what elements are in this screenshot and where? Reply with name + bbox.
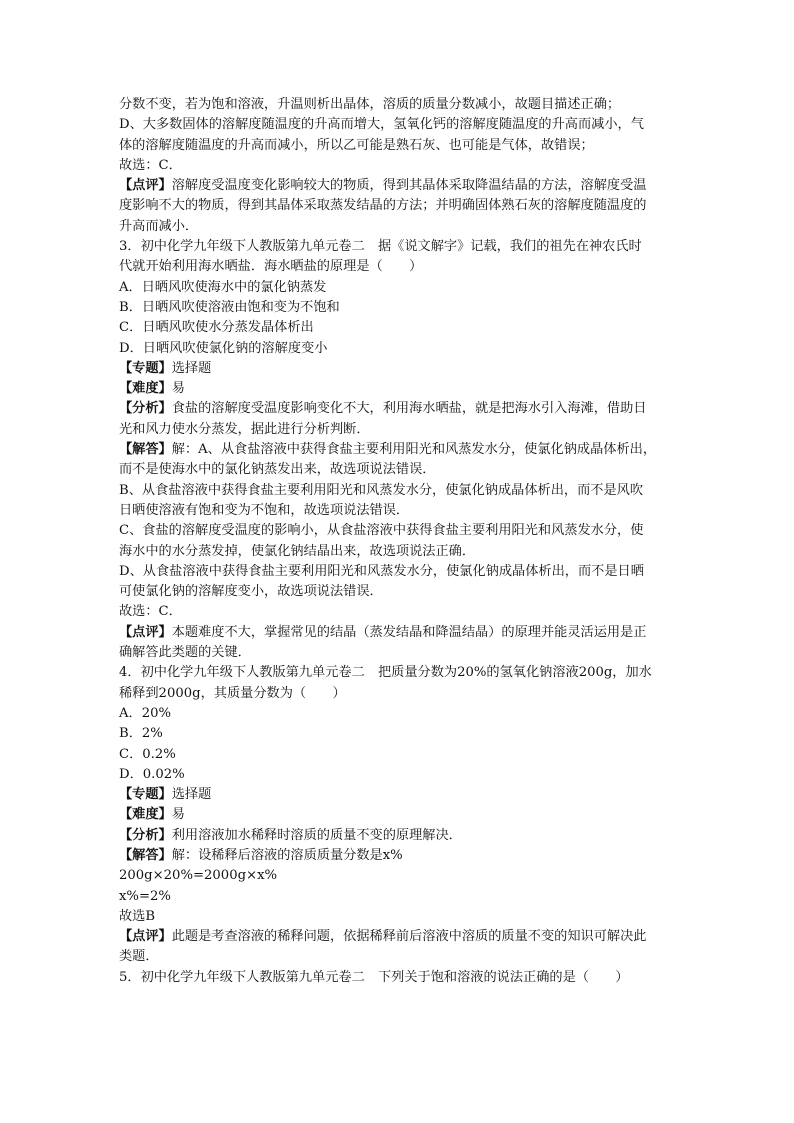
line-text: 稀释到2000g，其质量分数为（ ） (119, 685, 346, 701)
text-line (119, 359, 689, 379)
text-line (119, 460, 689, 480)
text-line (119, 501, 689, 521)
text-line (119, 866, 689, 886)
text-line (119, 582, 689, 602)
line-text: 海水中的水分蒸发掉，使氯化钠结晶出来，故选项说法正确． (119, 543, 476, 559)
line-text: 故选：C． (119, 157, 182, 173)
text-line (119, 947, 689, 967)
section-tag: 【解答】 (119, 442, 172, 458)
line-text: 解：设稀释后溶液的溶质质量分数是x% (171, 847, 403, 863)
line-text: A．20% (119, 705, 172, 721)
text-line (119, 542, 689, 562)
line-text: 易 (171, 807, 185, 823)
line-text: 光和风力使水分蒸发，据此进行分析判断． (119, 421, 370, 437)
line-text: 可使氯化钠的溶解度变小，故选项说法错误． (119, 584, 383, 600)
text-line (119, 826, 689, 846)
text-line (119, 237, 689, 257)
line-text: 本题难度不大，掌握常见的结晶（蒸发结晶和降温结晶）的原理并能灵活运用是正 (171, 624, 647, 640)
line-text: 分数不变，若为饱和溶液，升温则析出晶体，溶质的质量分数减小，故题目描述正确； (119, 97, 621, 112)
line-text: 确解答此类题的关键． (119, 645, 251, 661)
line-text: 利用溶液加水稀释时溶质的质量不变的原理解决． (171, 827, 462, 843)
section-tag: 【分析】 (119, 827, 172, 843)
text-line (119, 196, 689, 216)
text-line (119, 95, 689, 115)
line-text: 选择题 (171, 787, 212, 803)
line-text: 4．初中化学九年级下人教版第九单元卷二 把质量分数为20%的氢氧化钠溶液200g，加水 (119, 665, 652, 681)
line-text: D、大多数固体的溶解度随温度的升高而增大，氢氧化钙的溶解度随温度的升高而减小，气 (119, 117, 644, 133)
line-text: 而不是使海水中的氯化钠蒸发出来，故选项说法错误． (119, 462, 436, 478)
document-body (119, 95, 689, 988)
line-text: 体的溶解度随温度的升高而减小，所以乙可能是熟石灰、也可能是气体，故错误； (119, 137, 594, 153)
text-line (119, 318, 689, 338)
line-text: 5．初中化学九年级下人教版第九单元卷二 下列关于饱和溶液的说法正确的是（ ） (119, 969, 629, 985)
line-text: 此题是考查溶液的稀释问题，依据稀释前后溶液中溶质的质量不变的知识可解决此 (171, 929, 647, 945)
text-line (119, 562, 689, 582)
text-line (119, 257, 689, 277)
line-text: D、从食盐溶液中获得食盐主要利用阳光和风蒸发水分，使氯化钠成晶体析出，而不是日晒 (119, 563, 644, 579)
text-line (119, 704, 689, 724)
line-text: 代就开始利用海水晒盐．海水晒盐的原理是（ ） (119, 259, 423, 275)
text-line (119, 115, 689, 135)
line-text: 200g×20%=2000g×x% (119, 868, 278, 884)
line-text: B．日晒风吹使溶液由饱和变为不饱和 (119, 299, 340, 315)
section-tag: 【难度】 (119, 381, 172, 397)
section-tag: 【点评】 (119, 178, 172, 194)
line-text: 故选B (119, 908, 156, 924)
text-line (119, 745, 689, 765)
text-line (119, 907, 689, 927)
text-line (119, 339, 689, 359)
section-tag: 【分析】 (119, 401, 172, 417)
text-line (119, 602, 689, 622)
line-text: C．日晒风吹使水分蒸发晶体析出 (119, 320, 314, 336)
text-line (119, 420, 689, 440)
text-line (119, 684, 689, 704)
text-line (119, 176, 689, 196)
text-line (119, 379, 689, 399)
line-text: 食盐的溶解度受温度影响变化不大，利用海水晒盐，就是把海水引入海滩，借助日 (171, 401, 647, 417)
line-text: 类题． (119, 949, 159, 965)
text-line (119, 136, 689, 156)
text-line (119, 623, 689, 643)
line-text: x%=2% (119, 888, 171, 904)
line-text: 升高而减小． (119, 218, 199, 234)
section-tag: 【专题】 (119, 787, 172, 803)
line-text: 度影响不大的物质，得到其晶体采取蒸发结晶的方法；并明确固体熟石灰的溶解度随温度的 (119, 198, 647, 214)
line-text: 故选：C． (119, 604, 182, 620)
line-text: C．0.2% (119, 746, 176, 762)
line-text: 易 (171, 381, 185, 397)
text-line (119, 440, 689, 460)
text-line (119, 927, 689, 947)
text-line (119, 298, 689, 318)
line-text: 解：A、从食盐溶液中获得食盐主要利用阳光和风蒸发水分，使氯化钠成晶体析出， (171, 442, 657, 458)
line-text: C、食盐的溶解度受温度的影响小，从食盐溶液中获得食盐主要利用阳光和风蒸发水分，使 (119, 523, 644, 539)
text-line (119, 724, 689, 744)
section-tag: 【难度】 (119, 807, 172, 823)
text-line (119, 521, 689, 541)
text-line (119, 663, 689, 683)
text-line (119, 968, 689, 988)
text-line (119, 156, 689, 176)
line-text: D．0.02% (119, 766, 185, 782)
section-tag: 【专题】 (119, 360, 172, 376)
line-text: A．日晒风吹使海水中的氯化钠蒸发 (119, 279, 327, 295)
text-line (119, 278, 689, 298)
section-tag: 【点评】 (119, 624, 172, 640)
line-text: B、从食盐溶液中获得食盐主要利用阳光和风蒸发水分，使氯化钠成晶体析出，而不是风吹 (119, 482, 643, 498)
text-line (119, 805, 689, 825)
line-text: D．日晒风吹使氯化钠的溶解度变小 (119, 340, 328, 356)
line-text: 3．初中化学九年级下人教版第九单元卷二 据《说文解字》记载，我们的祖先在神农氏时 (119, 239, 642, 255)
line-text: 日晒使溶液有饱和变为不饱和，故选项说法错误． (119, 502, 410, 518)
text-line (119, 785, 689, 805)
text-line (119, 765, 689, 785)
section-tag: 【解答】 (119, 847, 172, 863)
text-line (119, 887, 689, 907)
text-line (119, 643, 689, 663)
line-text: 溶解度受温度变化影响较大的物质，得到其晶体采取降温结晶的方法，溶解度受温 (171, 178, 647, 194)
section-tag: 【点评】 (119, 929, 172, 945)
text-line (119, 399, 689, 419)
text-line (119, 217, 689, 237)
text-line (119, 481, 689, 501)
text-line (119, 846, 689, 866)
line-text: 选择题 (171, 360, 212, 376)
line-text: B．2% (119, 726, 163, 742)
